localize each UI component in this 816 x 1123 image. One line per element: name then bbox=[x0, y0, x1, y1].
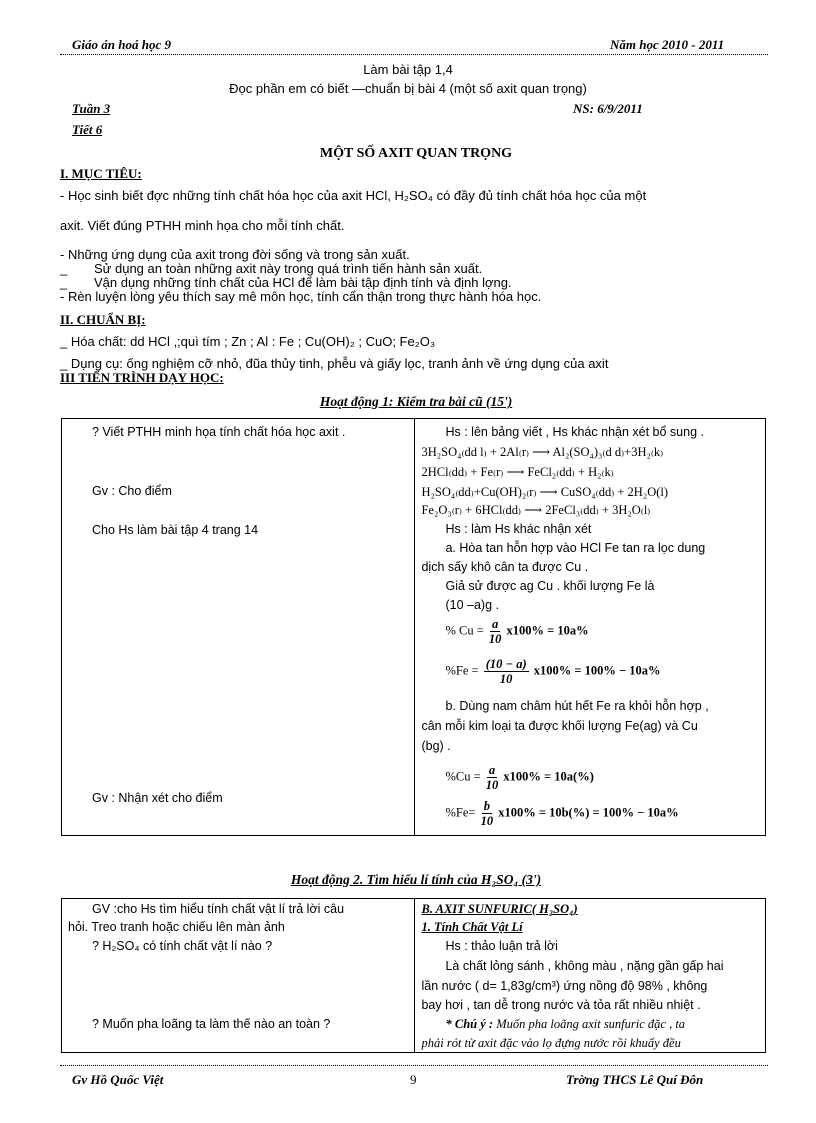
f1-pre: % Cu = bbox=[445, 623, 484, 638]
ns-date: NS: 6/9/2011 bbox=[573, 101, 643, 116]
a2-right-1: Hs : thảo luận trả lời bbox=[445, 939, 558, 953]
week-label: Tuần 3 bbox=[72, 101, 111, 116]
page-title: MỘT SỐ AXIT QUAN TRỌNG bbox=[319, 146, 513, 161]
intro-line-1: Làm bài tập 1,4 bbox=[363, 62, 453, 77]
a1-part-a-1: a. Hòa tan hỗn hợp vào HCl Fe tan ra lọc dung bbox=[445, 541, 706, 555]
f1-fraction bbox=[489, 617, 502, 646]
a1-formula-fe bbox=[445, 657, 660, 686]
activity-2-title: Hoạt động 2. Tìm hiểu lí tính của H₂SO₄ (3') bbox=[290, 872, 542, 887]
a1-formula-cu-2 bbox=[445, 763, 593, 792]
activity-1-title: Hoạt động 1: Kiểm tra bài cũ (15') bbox=[319, 394, 513, 409]
f2-post: x100% = 100% − 10a% bbox=[533, 663, 661, 678]
a2-note-1 bbox=[445, 1017, 685, 1032]
prep-chemicals-text: Hóa chất: dd HCl ,;quì tím ; Zn ; Al : Fe ; Cu(OH)₂ ; CuO; Fe₂O₃ bbox=[70, 334, 436, 349]
f1-den: 10 bbox=[488, 632, 502, 646]
f3-fraction bbox=[486, 763, 499, 792]
page-number: 9 bbox=[410, 1072, 417, 1087]
header-left: Giáo án hoá học 9 bbox=[72, 37, 171, 52]
a2-heading-1: 1. Tính Chất Vật Lí bbox=[421, 920, 523, 934]
a1-question: ? Viết PTHH minh họa tính chất hóa học axit . bbox=[92, 425, 346, 439]
f3-den: 10 bbox=[485, 778, 499, 792]
f1-post: x100% = 10a% bbox=[506, 623, 589, 638]
a1-part-b-3: (bg) . bbox=[421, 739, 451, 753]
f2-num: (10 − a) bbox=[485, 657, 527, 671]
footer-author: Gv Hồ Quốc Việt bbox=[72, 1072, 164, 1087]
a1-part-a-2: dịch sấy khô cân ta được Cu . bbox=[421, 560, 589, 574]
f4-den: 10 bbox=[480, 814, 494, 828]
intro-line-2: Đọc phần em có biết —chuẩn bị bài 4 (một số axit quan trọng) bbox=[229, 81, 587, 96]
a2-right-3: lần nước ( d= 1,83g/cm³) ứng nồng độ 98% , không bbox=[421, 979, 708, 993]
a2-right-4: bay hơi , tan dễ trong nước và tỏa rất nhiều nhiệt . bbox=[421, 998, 701, 1012]
f3-post: x100% = 10a(%) bbox=[503, 769, 594, 784]
f2-fraction bbox=[484, 657, 529, 686]
a1-part-b-1: b. Dùng nam châm hút hết Fe ra khỏi hỗn hợp , bbox=[445, 699, 709, 713]
f3-num: a bbox=[488, 763, 496, 777]
a1-equation-3: H₂SO₄₍dd₎+Cu(OH)₂₍r₎ ⟶ CuSO₄₍dd₎ + 2H₂O(l) bbox=[421, 485, 669, 499]
prep-tools: _ Dụng cụ: ống nghiệm cỡ nhỏ, đũa thủy tinh, phễu và giấy lọc, tranh ảnh về ứng dụng của axit bbox=[60, 356, 609, 371]
f4-fraction bbox=[481, 799, 494, 828]
objective-bullet-1: - Những ứng dụng của axit trong đời sống và trong sản xuất. bbox=[60, 247, 410, 262]
a1-part-b-2: cân mỗi kim loại ta được khối lượng Fe(ag) và Cu bbox=[421, 719, 698, 733]
f2-pre: %Fe = bbox=[445, 663, 479, 678]
footer-school: Trờng THCS Lê Quí Đôn bbox=[566, 1072, 704, 1087]
a1-gv-review: Gv : Nhận xét cho điểm bbox=[92, 791, 223, 805]
a2-heading-b: B. AXIT SUNFURIC( H₂SO₄) bbox=[421, 902, 578, 916]
a2-left-1: GV :cho Hs tìm hiểu tính chất vật lí trả lời câu bbox=[92, 902, 345, 916]
objective-bullet-3-mark: _ bbox=[60, 275, 68, 290]
section-1-heading: I. MỤC TIÊU: bbox=[60, 166, 142, 181]
a2-note-text-1: Muốn pha loãng axit sunfuric đặc , ta bbox=[493, 1017, 686, 1031]
activity-1-table bbox=[61, 418, 766, 836]
activity-2-table bbox=[61, 898, 766, 1053]
objective-line-1b: axit. Viết đúng PTHH minh họa cho mỗi tính chất. bbox=[60, 218, 345, 233]
f4-pre: %Fe= bbox=[445, 805, 476, 820]
f4-num: b bbox=[483, 799, 490, 813]
a1-part-a-3: Giả sử được ag Cu . khối lượng Fe là bbox=[445, 579, 655, 593]
objective-bullet-2: Sử dụng an toàn những axit này trong quá trình tiến hành sản xuất. bbox=[94, 261, 483, 276]
f2-den: 10 bbox=[499, 672, 513, 686]
objective-bullet-4: - Rèn luyện lòng yêu thích say mê môn học, tính cẩn thận trong thực hành hóa học. bbox=[60, 289, 542, 304]
objective-bullet-3: Vận dụng những tính chất của HCl để làm bài tập định tính và định lợng. bbox=[94, 275, 512, 290]
objective-bullet-2-mark: _ bbox=[60, 261, 68, 276]
a1-exercise: Cho Hs làm bài tập 4 trang 14 bbox=[92, 523, 259, 537]
a2-left-3: ? H₂SO₄ có tính chất vật lí nào ? bbox=[92, 939, 273, 953]
section-3-heading: III TIẾN TRÌNH DẠY HỌC: bbox=[60, 370, 224, 385]
a2-left-2: hỏi. Treo tranh hoặc chiếu lên màn ảnh bbox=[68, 920, 285, 934]
a1-formula-cu bbox=[445, 617, 588, 646]
f1-num: a bbox=[492, 617, 499, 631]
a1-gv-score: Gv : Cho điểm bbox=[92, 484, 172, 498]
objective-line-1a: - Học sinh biết đợc những tính chất hóa học của axit HCl, H₂SO₄ có đầy đủ tính chất hóa học của một bbox=[60, 188, 647, 203]
activity-2-right-cell bbox=[415, 899, 766, 1053]
header-right: Năm học 2010 - 2011 bbox=[610, 37, 725, 52]
a1-equation-2: 2HCl₍dd₎ + Fe₍r₎ ⟶ FeCl₂₍dd₎ + H₂₍k₎ bbox=[421, 465, 614, 479]
section-2-heading: II. CHUẨN BỊ: bbox=[60, 312, 146, 327]
header-rule bbox=[60, 54, 768, 55]
activity-2-left-cell bbox=[62, 899, 415, 1053]
a2-note-2: phải rót từ axit đặc vào lọ đựng nước rồi khuấy đều bbox=[421, 1036, 681, 1050]
a1-equation-1: 3H₂SO₄₍dd l₎ + 2Al₍r₎ ⟶ Al₂(SO₄)₃₍d d₎+3H₂₍k₎ bbox=[421, 445, 664, 459]
f3-pre: %Cu = bbox=[445, 769, 481, 784]
a1-part-a-4: (10 –a)g . bbox=[445, 598, 499, 612]
a2-left-4: ? Muốn pha loãng ta làm thế nào an toàn ? bbox=[92, 1017, 331, 1031]
f4-post: x100% = 10b(%) = 100% − 10a% bbox=[498, 805, 679, 820]
activity-1-left-cell bbox=[62, 419, 415, 836]
prep-chemicals: _ Hóa chất: dd HCl ,;quì tím ; Zn ; Al : Fe ; Cu(OH)₂ ; CuO; Fe₂O₃ bbox=[60, 334, 436, 349]
footer-rule bbox=[60, 1065, 768, 1066]
lesson-label: Tiết 6 bbox=[72, 122, 103, 137]
a1-answer-intro: Hs : lên bảng viết , Hs khác nhận xét bổ sung . bbox=[445, 425, 704, 439]
prep-tools-text: Dụng cụ: ống nghiệm cỡ nhỏ, đũa thủy tinh, phễu và giấy lọc, tranh ảnh về ứng dụng của axit bbox=[70, 356, 609, 371]
a1-formula-fe-2 bbox=[445, 799, 678, 828]
a1-equation-4: Fe₂O₃₍r₎ + 6HCl₍dd₎ ⟶ 2FeCl₃₍dd₎ + 3H₂O₍l₎ bbox=[421, 503, 651, 517]
a2-right-2: Là chất lỏng sánh , không màu , nặng gần gấp hai bbox=[445, 959, 724, 973]
a2-note-label: * Chú ý : bbox=[445, 1017, 494, 1031]
a1-answer-2: Hs : làm Hs khác nhận xét bbox=[445, 522, 592, 536]
activity-1-right-cell bbox=[415, 419, 766, 836]
